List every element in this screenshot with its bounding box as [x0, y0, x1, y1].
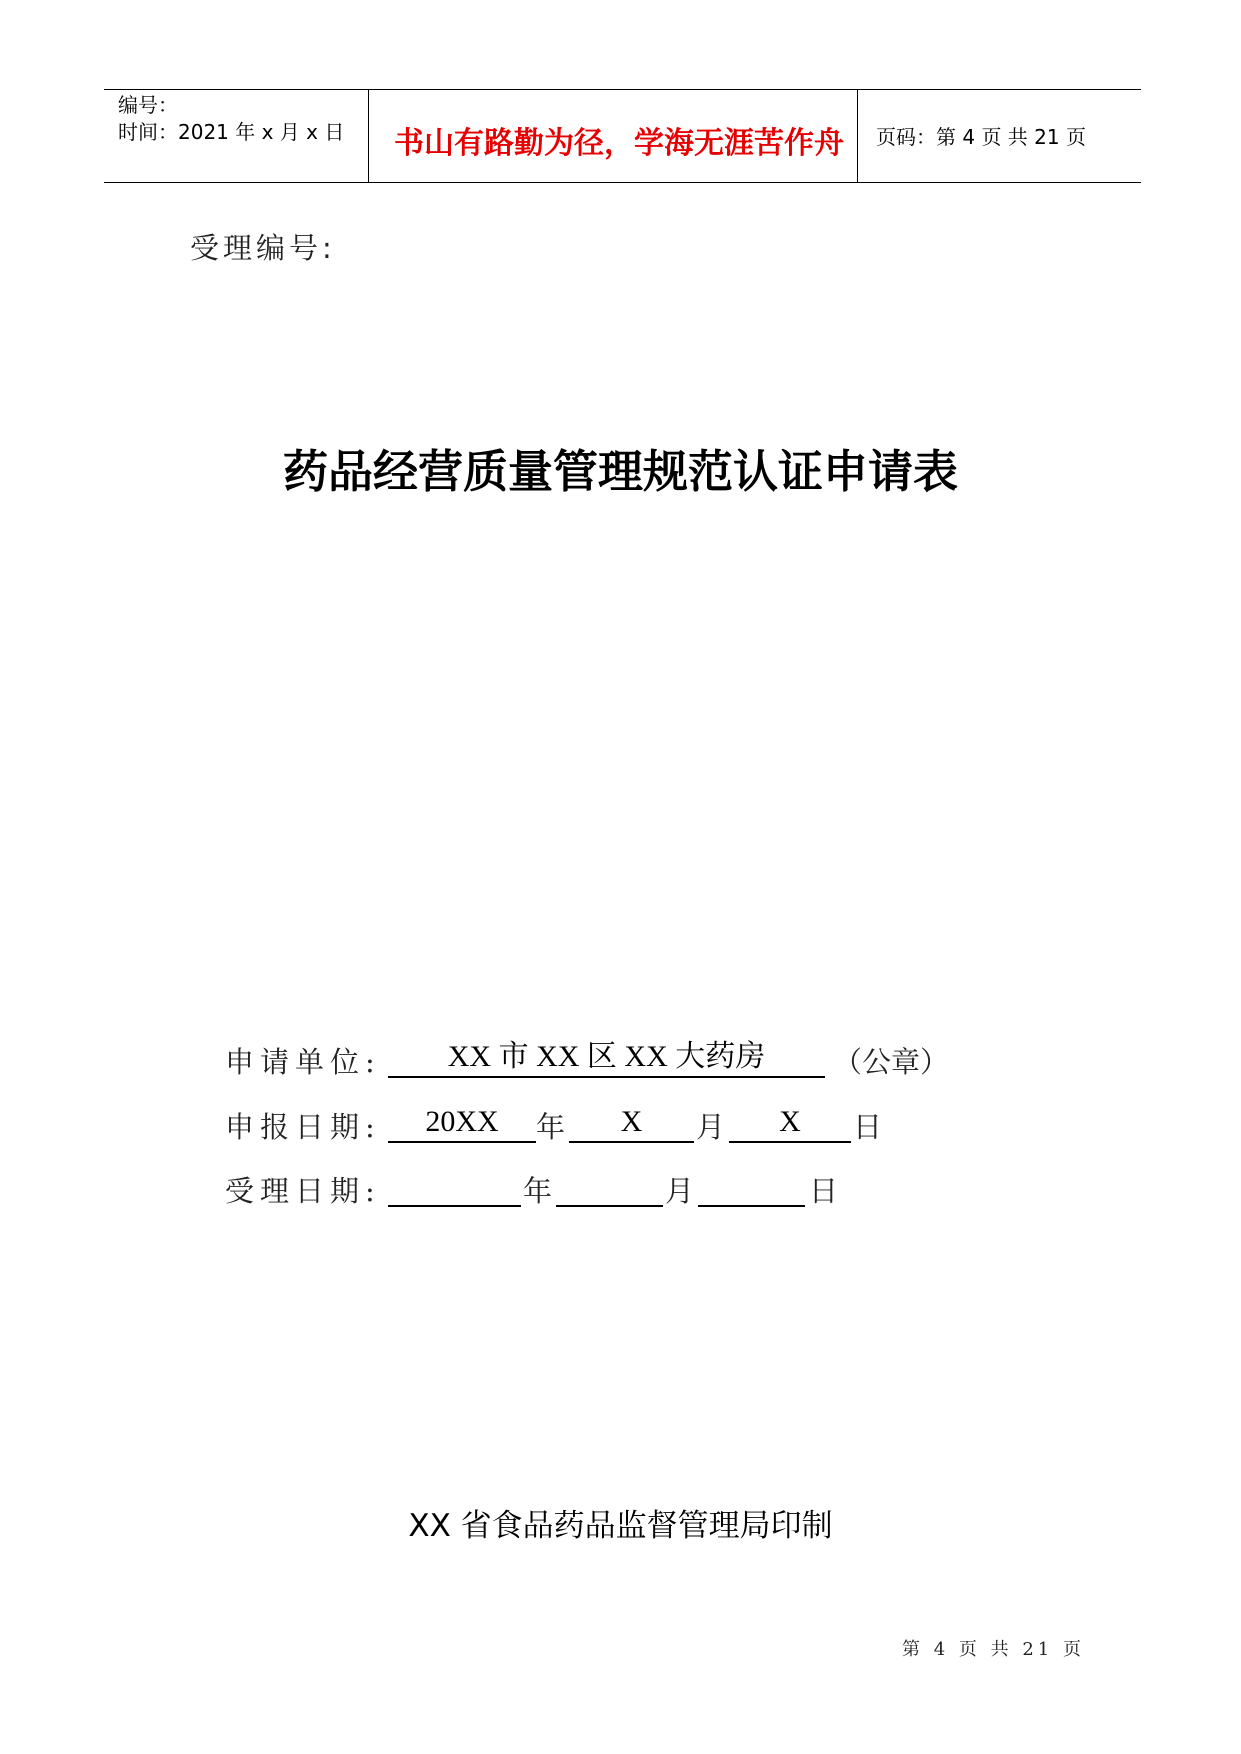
- report-month-field: X: [569, 1105, 694, 1143]
- accept-month-unit: 月: [665, 1174, 695, 1208]
- accept-number-label: 受理编号:: [190, 231, 336, 265]
- report-month-unit: 月: [696, 1110, 726, 1144]
- official-seal-note: （公章）: [833, 1045, 950, 1079]
- report-day-field: X: [729, 1105, 851, 1143]
- header-right-cell: [858, 90, 1141, 182]
- report-date-label: 申报日期:: [225, 1110, 381, 1144]
- accept-year-field: [388, 1169, 521, 1207]
- header-middle-cell: [368, 90, 858, 182]
- document-time-label: 时间：2021 年 x 月 x 日: [118, 120, 345, 144]
- applicant-field: XX 市 XX 区 XX 大药房: [388, 1040, 825, 1078]
- printer-line: XX 省食品药品监督管理局印制: [408, 1508, 833, 1544]
- report-year-unit: 年: [536, 1110, 566, 1144]
- header-page-number: 页码：第 4 页 共 21 页: [876, 125, 1086, 149]
- page-header: [104, 89, 1141, 183]
- header-left-cell: [104, 90, 368, 182]
- document-number-label: 编号：: [118, 93, 178, 117]
- accept-month-field: [556, 1169, 663, 1207]
- footer-page-number: 第 4 页 共 21 页: [902, 1639, 1085, 1660]
- applicant-label: 申请单位:: [225, 1045, 381, 1079]
- accept-date-label: 受理日期:: [225, 1174, 381, 1208]
- accept-year-unit: 年: [523, 1174, 553, 1208]
- accept-day-field: [698, 1169, 805, 1207]
- report-day-unit: 日: [853, 1110, 883, 1144]
- header-motto: 书山有路勤为径，学海无涯苦作舟: [394, 126, 844, 161]
- report-year-field: 20XX: [388, 1105, 536, 1143]
- accept-day-unit: 日: [809, 1174, 839, 1208]
- document-title: 药品经营质量管理规范认证申请表: [282, 445, 958, 498]
